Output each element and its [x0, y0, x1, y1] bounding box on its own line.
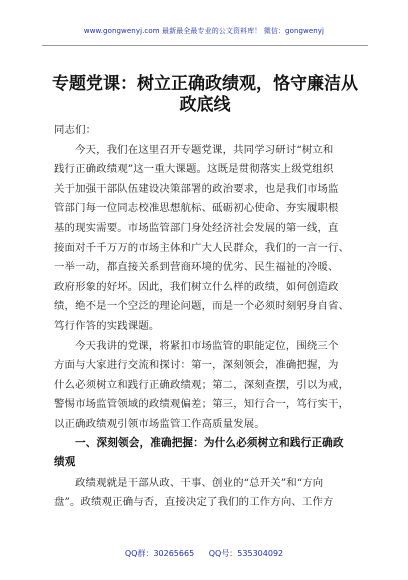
header-divider	[42, 45, 368, 46]
body-text-line: 绩，绝不是一个空泛的理论问题，而是一个必须时刻躬身自省、	[54, 300, 350, 313]
body-text-line: 笃行作答的实践课题。	[54, 320, 160, 332]
title-line-1: 专题党课：树立正确政绩观，恪守廉洁从	[52, 74, 358, 94]
footer-contact	[0, 548, 408, 559]
body-text-line: 同志们：	[54, 124, 97, 136]
body-text-line: 关于加强干部队伍建设决策部署的政治要求，也是我们市场监	[54, 182, 339, 195]
body-text-line: 今天我讲的党课，将紧扣市场监管的职能定位，围绕三个	[75, 339, 339, 352]
body-text-line: 方面与大家进行交流和探讨：第一，深刻领会，准确把握，为	[54, 359, 339, 372]
footer-qq-group: QQ群：30265665	[124, 549, 195, 558]
section-heading-line: 一、深刻领会，准确把握：为什么必须树立和践行正确政	[75, 436, 344, 449]
body-text-line: 以正确政绩观引领市场监管工作高质量发展。	[54, 418, 265, 430]
body-text-line: 盘”。政绩观正确与否，直接决定了我们的工作方向、工作方	[54, 496, 334, 509]
body-text-line: 践行正确政绩观”这一重大课题。这既是贯彻落实上级党组织	[54, 163, 334, 176]
title-line-2: 政底线	[179, 95, 231, 115]
document-title	[40, 74, 370, 116]
body-text-line: 什么必须树立和践行正确政绩观；第二，深刻查摆，引以为戒，	[54, 378, 350, 391]
section-heading-line: 绩观	[54, 456, 76, 469]
body-text-line: 一举一动，都直接关系到营商环境的优劣、民生福祉的冷暖、	[54, 261, 339, 274]
body-text-line: 接面对千千万万的市场主体和广大人民群众，我们的一言一行、	[54, 241, 350, 254]
body-text-line: 政绩观就是干部从政、干事、创业的“总开关”和“方向	[75, 476, 324, 489]
body-text-line: 政府形象的好坏。因此，我们树立什么样的政绩，如何创造政	[54, 280, 339, 293]
body-text-line: 警惕市场监管领域的政绩观偏差；第三，知行合一，笃行实干，	[54, 398, 350, 411]
body-text-line: 管部门每一位同志校准思想航标、砥砺初心使命、夯实履职根	[54, 202, 339, 215]
body-text-line: 今天，我们在这里召开专题党课，共同学习研讨“树立和	[75, 143, 334, 156]
body-text-line: 基的现实需要。市场监管部门身处经济社会发展的第一线，直	[54, 222, 339, 234]
header-website-banner: www.gongwenyj.com 最新最全最专业的公文资料库！ 微信：gongwenyj	[83, 27, 325, 35]
footer-qq-number: QQ号：535304092	[208, 549, 284, 558]
